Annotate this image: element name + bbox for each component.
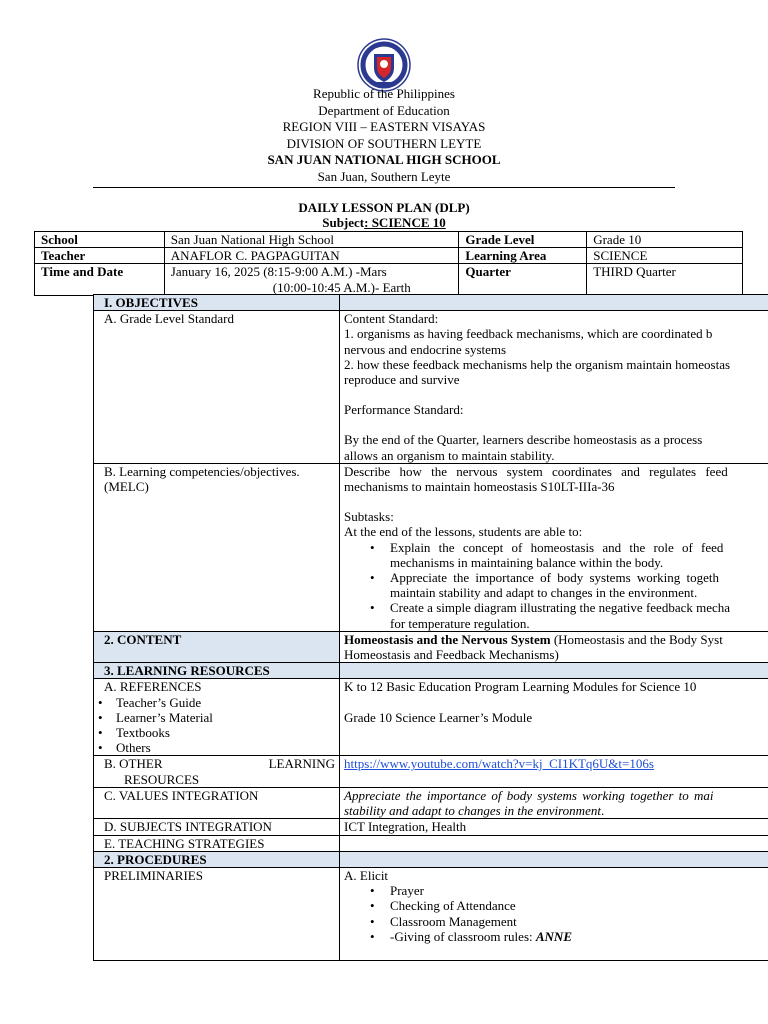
subtasks-label: Subtasks: (344, 509, 394, 525)
country-line: Republic of the Philippines (313, 86, 455, 101)
preliminary-item: • Prayer (362, 883, 768, 898)
content-standard-1b: nervous and endocrine systems (344, 341, 507, 357)
objectives-heading: I. OBJECTIVES (94, 295, 340, 311)
grade-level-standard-row (94, 311, 768, 464)
teacher-label: Teacher (35, 248, 165, 264)
learning-competencies-label-2: (MELC) (104, 479, 149, 495)
time-date-value (164, 264, 459, 295)
other-resources-content (340, 756, 768, 787)
school-location: San Juan, Southern Leyte (317, 168, 451, 184)
content-topic-bold: Homeostasis and the Nervous System (344, 631, 551, 647)
procedures-heading: 2. PROCEDURES (94, 851, 340, 867)
subtasks-list (362, 540, 768, 631)
subjects-integration-label: D. SUBJECTS INTEGRATION (94, 819, 340, 835)
school-value: San Juan National High School (164, 232, 459, 248)
other-resources-row (94, 756, 768, 787)
values-integration-row (94, 787, 768, 818)
teaching-strategies-row (94, 835, 768, 851)
preliminaries-content (340, 867, 768, 960)
preliminaries-label: PRELIMINARIES (94, 867, 340, 960)
preliminaries-row (94, 867, 768, 960)
references-content (340, 679, 768, 756)
subtasks-intro: At the end of the lessons, students are able to: (344, 524, 583, 540)
values-line-1: Appreciate the importance of body systems working together to mai (344, 787, 714, 803)
references-list (90, 695, 335, 756)
competency-line-1: Describe how the nervous system coordinates and regulates feed (344, 463, 728, 479)
values-integration-content: Appreciate the importance of body systems working together to mai stability and adapt to changes in the environment. (340, 787, 768, 818)
preliminaries-list (362, 883, 768, 944)
school-name: SAN JUAN NATIONAL HIGH SCHOOL (267, 152, 501, 168)
grade-level-value: Grade 10 (587, 232, 743, 248)
values-integration-label: C. VALUES INTEGRATION (94, 787, 340, 818)
letterhead (0, 86, 768, 186)
time-slot-1: January 16, 2025 (8:15-9:00 A.M.) -Mars (170, 264, 387, 280)
school-label: School (35, 232, 165, 248)
references-row (94, 679, 768, 756)
reference-2: Grade 10 Science Learner’s Module (344, 709, 533, 725)
classroom-rules-acronym: ANNE (535, 928, 572, 944)
learning-resources-heading: 3. LEARNING RESOURCES (94, 663, 340, 679)
content-standard-2a: 2. how these feedback mechanisms help the organism maintain homeostas (344, 356, 731, 372)
content-topic-line-2: Homeostasis and Feedback Mechanisms) (344, 647, 559, 663)
subject-line (0, 215, 768, 230)
elicit-label: A. Elicit (344, 867, 389, 883)
reference-item: • Teacher’s Guide (90, 695, 335, 710)
content-standard-1a: 1. organisms as having feedback mechanisms, which are coordinated b (344, 326, 713, 342)
subtask-item: • Explain the concept of homeostasis and the role of feed mechanisms in maintaining balance within the body. (362, 540, 768, 570)
other-resources-label-b: LEARNING (268, 756, 335, 772)
grade-level-label: Grade Level (459, 232, 587, 248)
performance-standard-1: By the end of the Quarter, learners describe homeostasis as a process (344, 432, 703, 448)
youtube-link[interactable]: https://www.youtube.com/watch?v=kj_CI1KTq6U&t=106s (344, 756, 654, 772)
grade-level-standard-label: A. Grade Level Standard (94, 311, 340, 464)
quarter-value: THIRD Quarter (587, 264, 743, 295)
other-resources-label-a: B. OTHER (104, 756, 163, 772)
content-row (94, 631, 768, 662)
references-label-cell (94, 679, 340, 756)
reference-item: • Learner’s Material (90, 710, 335, 725)
objectives-heading-row (94, 295, 768, 311)
learning-competencies-row (94, 463, 768, 631)
learning-resources-heading-row (94, 663, 768, 679)
preliminary-item (362, 929, 768, 944)
info-row-time (35, 264, 743, 295)
preliminary-item: • Classroom Management (362, 914, 768, 929)
reference-1: K to 12 Basic Education Program Learning Modules for Science 10 (344, 679, 697, 695)
content-topic (340, 631, 768, 662)
content-topic-rest: (Homeostasis and the Body Syst (550, 631, 723, 647)
grade-level-standard-content (340, 311, 768, 464)
learning-competencies-content (340, 463, 768, 631)
other-resources-label-c: RESOURCES (124, 771, 200, 787)
content-standard-2b: reproduce and survive (344, 372, 460, 388)
department-line: Department of Education (318, 102, 450, 118)
subjects-integration-row (94, 819, 768, 835)
quarter-label: Quarter (459, 264, 587, 295)
reference-item: • Others (90, 740, 335, 755)
procedures-heading-row (94, 851, 768, 867)
subjects-integration-content: ICT Integration, Health (340, 819, 768, 835)
time-slot-2: (10:00-10:45 A.M.)- Earth (272, 279, 411, 295)
classroom-rules-text: -Giving of classroom rules: (390, 928, 536, 944)
content-heading: 2. CONTENT (94, 631, 340, 662)
reference-item: • Textbooks (90, 725, 335, 740)
preliminary-item: • Checking of Attendance (362, 898, 768, 913)
deped-seal-logo (357, 38, 411, 92)
subject-value: : SCIENCE 10 (364, 215, 446, 230)
info-table (34, 231, 743, 296)
document-title: DAILY LESSON PLAN (DLP) (298, 200, 470, 215)
learning-area-label: Learning Area (459, 248, 587, 264)
performance-standard-2: allows an organism to maintain stability. (344, 447, 555, 463)
learning-competencies-label (94, 463, 340, 631)
performance-standard-label: Performance Standard: (344, 402, 464, 418)
values-line-2: stability and adapt to changes in the environment (344, 803, 601, 819)
references-label: A. REFERENCES (104, 679, 202, 695)
lesson-plan-table (93, 294, 768, 961)
header-rule (93, 187, 675, 188)
content-standard-label: Content Standard: (344, 311, 439, 327)
subject-label: Subject (322, 215, 365, 230)
subtask-item: • Appreciate the importance of body systems working togeth maintain stability and adapt to changes in the environment. (362, 570, 768, 600)
teacher-value: ANAFLOR C. PAGPAGUITAN (164, 248, 459, 264)
subtask-item: • Create a simple diagram illustrating the negative feedback mecha for temperature regulation. (362, 600, 768, 630)
learning-competencies-label-1: B. Learning competencies/objectives. (104, 463, 300, 479)
competency-line-2: mechanisms to maintain homeostasis S10LT-IIIa-36 (344, 479, 615, 495)
info-row-school (35, 232, 743, 248)
teaching-strategies-label: E. TEACHING STRATEGIES (94, 835, 340, 851)
learning-area-value: SCIENCE (587, 248, 743, 264)
info-row-teacher (35, 248, 743, 264)
time-date-label: Time and Date (35, 264, 165, 295)
division-line: DIVISION OF SOUTHERN LEYTE (286, 135, 482, 151)
region-line: REGION VIII – EASTERN VISAYAS (282, 119, 486, 135)
other-resources-label (94, 756, 340, 787)
